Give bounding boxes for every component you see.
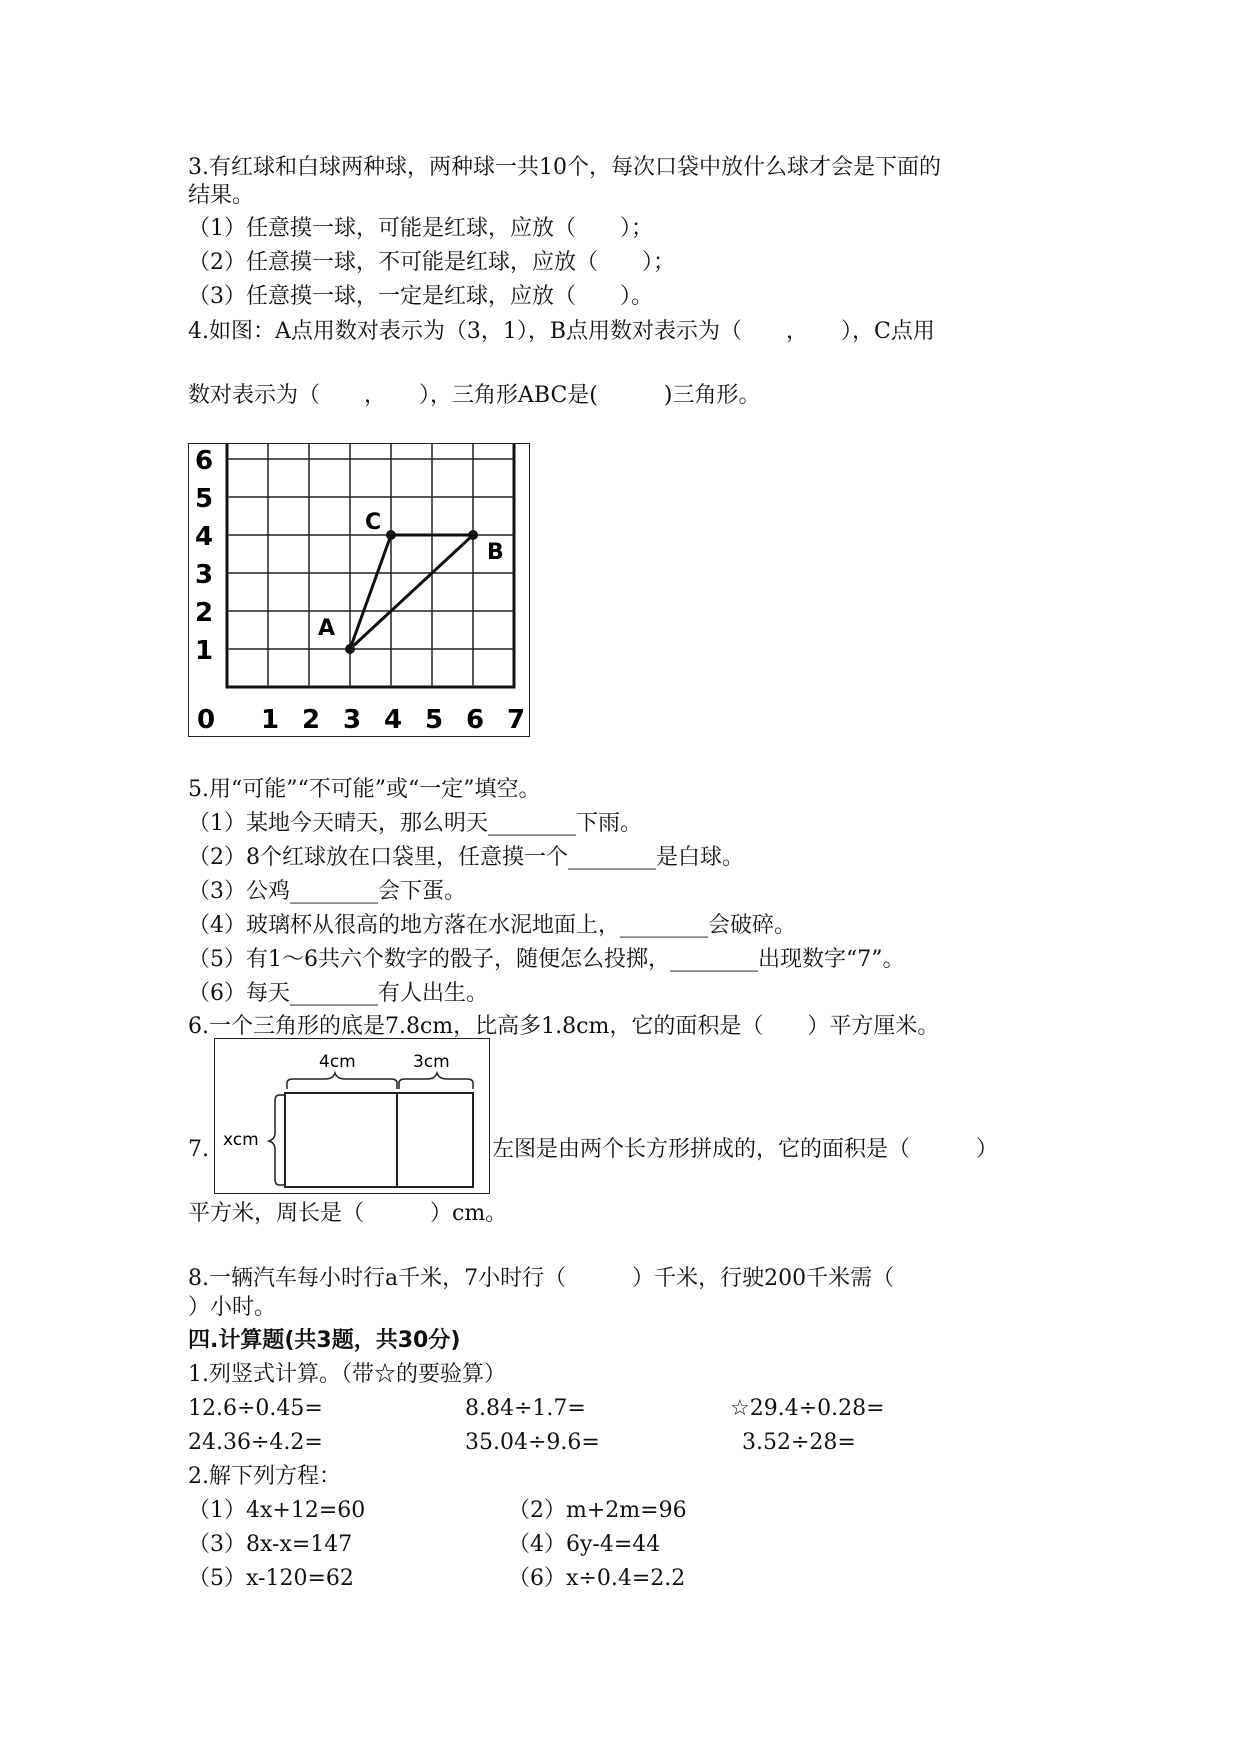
equation-6: （6）x÷0.4=2.2 bbox=[508, 1566, 686, 1591]
point-a bbox=[345, 644, 355, 654]
x-tick-label: 5 bbox=[425, 705, 444, 735]
x-tick-label: 1 bbox=[261, 705, 280, 735]
x-tick-label: 0 bbox=[197, 705, 216, 735]
x-tick-label: 6 bbox=[466, 705, 485, 735]
q7-number: 7. bbox=[188, 1137, 209, 1162]
calc-r2-c3: 3.52÷28= bbox=[742, 1430, 856, 1455]
x-tick-label: 4 bbox=[384, 705, 403, 735]
q4-line1: 4.如图：A点用数对表示为（3，1），B点用数对表示为（ ， ），C点用 bbox=[188, 319, 935, 344]
calc-r1-c2: 8.84÷1.7= bbox=[465, 1396, 586, 1421]
point-c bbox=[386, 530, 396, 540]
x-tick-label: 7 bbox=[507, 705, 526, 735]
q8-line2: ）小时。 bbox=[188, 1295, 277, 1320]
y-tick-label: 3 bbox=[195, 560, 214, 590]
q4-line2: 数对表示为（ ， ），三角形ABC是( )三角形。 bbox=[188, 383, 761, 408]
q7-line2: 平方米，周长是（ ）cm。 bbox=[188, 1201, 508, 1226]
y-tick-label: 2 bbox=[195, 598, 214, 628]
y-tick-label: 6 bbox=[195, 446, 214, 476]
q8-line1: 8.一辆汽车每小时行a千米，7小时行（ ）千米，行驶200千米需（ bbox=[188, 1266, 895, 1291]
q5-item-6: （6）每天________有人出生。 bbox=[188, 981, 488, 1006]
y-tick-label: 4 bbox=[195, 522, 214, 552]
equations-title: 2.解下列方程： bbox=[188, 1464, 341, 1489]
q3-line2: 结果。 bbox=[188, 183, 255, 208]
top-left-brace bbox=[287, 1073, 397, 1089]
q7-text-right: 左图是由两个长方形拼成的，它的面积是（ ） bbox=[492, 1137, 999, 1162]
calc-r1-c1: 12.6÷0.45= bbox=[188, 1396, 323, 1421]
label-xcm: xcm bbox=[223, 1130, 259, 1150]
y-tick-label: 5 bbox=[195, 484, 214, 514]
q3-sub1: （1）任意摸一球，可能是红球，应放（ ）； bbox=[188, 216, 653, 241]
q6-text: 6.一个三角形的底是7.8cm，比高多1.8cm，它的面积是（ ）平方厘米。 bbox=[188, 1014, 940, 1039]
x-tick-label: 3 bbox=[343, 705, 362, 735]
label-4cm: 4cm bbox=[319, 1052, 356, 1072]
q3-sub3: （3）任意摸一球，一定是红球，应放（ ）。 bbox=[188, 284, 653, 309]
section4-title: 四.计算题(共3题，共30分) bbox=[188, 1328, 461, 1353]
q3-line1: 3.有红球和白球两种球，两种球一共10个，每次口袋中放什么球才会是下面的 bbox=[188, 155, 941, 180]
grid-frame bbox=[227, 444, 514, 687]
q5-item-1: （1）某地今天晴天，那么明天________下雨。 bbox=[188, 811, 642, 836]
point-b bbox=[468, 530, 478, 540]
right-rectangle bbox=[397, 1093, 473, 1187]
q5-item-3: （3）公鸡________会下蛋。 bbox=[188, 879, 466, 904]
equation-2: （2）m+2m=96 bbox=[508, 1498, 687, 1523]
calc-title: 1.列竖式计算。（带☆的要验算） bbox=[188, 1362, 506, 1387]
two-rectangles-svg bbox=[215, 1039, 489, 1193]
left-brace bbox=[269, 1095, 285, 1185]
y-tick-label: 1 bbox=[195, 636, 214, 666]
point-label-b: B bbox=[487, 540, 504, 565]
triangle-abc bbox=[350, 535, 473, 649]
calc-r2-c1: 24.36÷4.2= bbox=[188, 1430, 323, 1455]
q5-item-2: （2）8个红球放在口袋里，任意摸一个________是白球。 bbox=[188, 845, 744, 870]
label-3cm: 3cm bbox=[413, 1052, 450, 1072]
coordinate-grid-svg bbox=[189, 444, 529, 736]
equation-3: （3）8x-x=147 bbox=[188, 1532, 353, 1557]
top-right-brace bbox=[399, 1073, 473, 1089]
equation-5: （5）x-120=62 bbox=[188, 1566, 354, 1591]
equation-1: （1）4x+12=60 bbox=[188, 1498, 366, 1523]
left-rectangle bbox=[285, 1093, 397, 1187]
q5-item-5: （5）有1～6共六个数字的骰子，随便怎么投掷，________出现数字“7”。 bbox=[188, 947, 905, 972]
calc-r2-c2: 35.04÷9.6= bbox=[465, 1430, 600, 1455]
calc-r1-c3: ☆29.4÷0.28= bbox=[730, 1396, 885, 1421]
point-label-a: A bbox=[318, 616, 336, 641]
equation-4: （4）6y-4=44 bbox=[508, 1532, 661, 1557]
x-tick-label: 2 bbox=[302, 705, 321, 735]
point-label-c: C bbox=[365, 510, 382, 535]
q3-sub2: （2）任意摸一球，不可能是红球，应放（ ）； bbox=[188, 250, 675, 275]
q5-title: 5.用“可能”“不可能”或“一定”填空。 bbox=[188, 777, 541, 802]
coordinate-grid-figure bbox=[188, 443, 530, 737]
q5-item-4: （4）玻璃杯从很高的地方落在水泥地面上，________会破碎。 bbox=[188, 913, 796, 938]
two-rectangles-figure bbox=[214, 1038, 490, 1194]
